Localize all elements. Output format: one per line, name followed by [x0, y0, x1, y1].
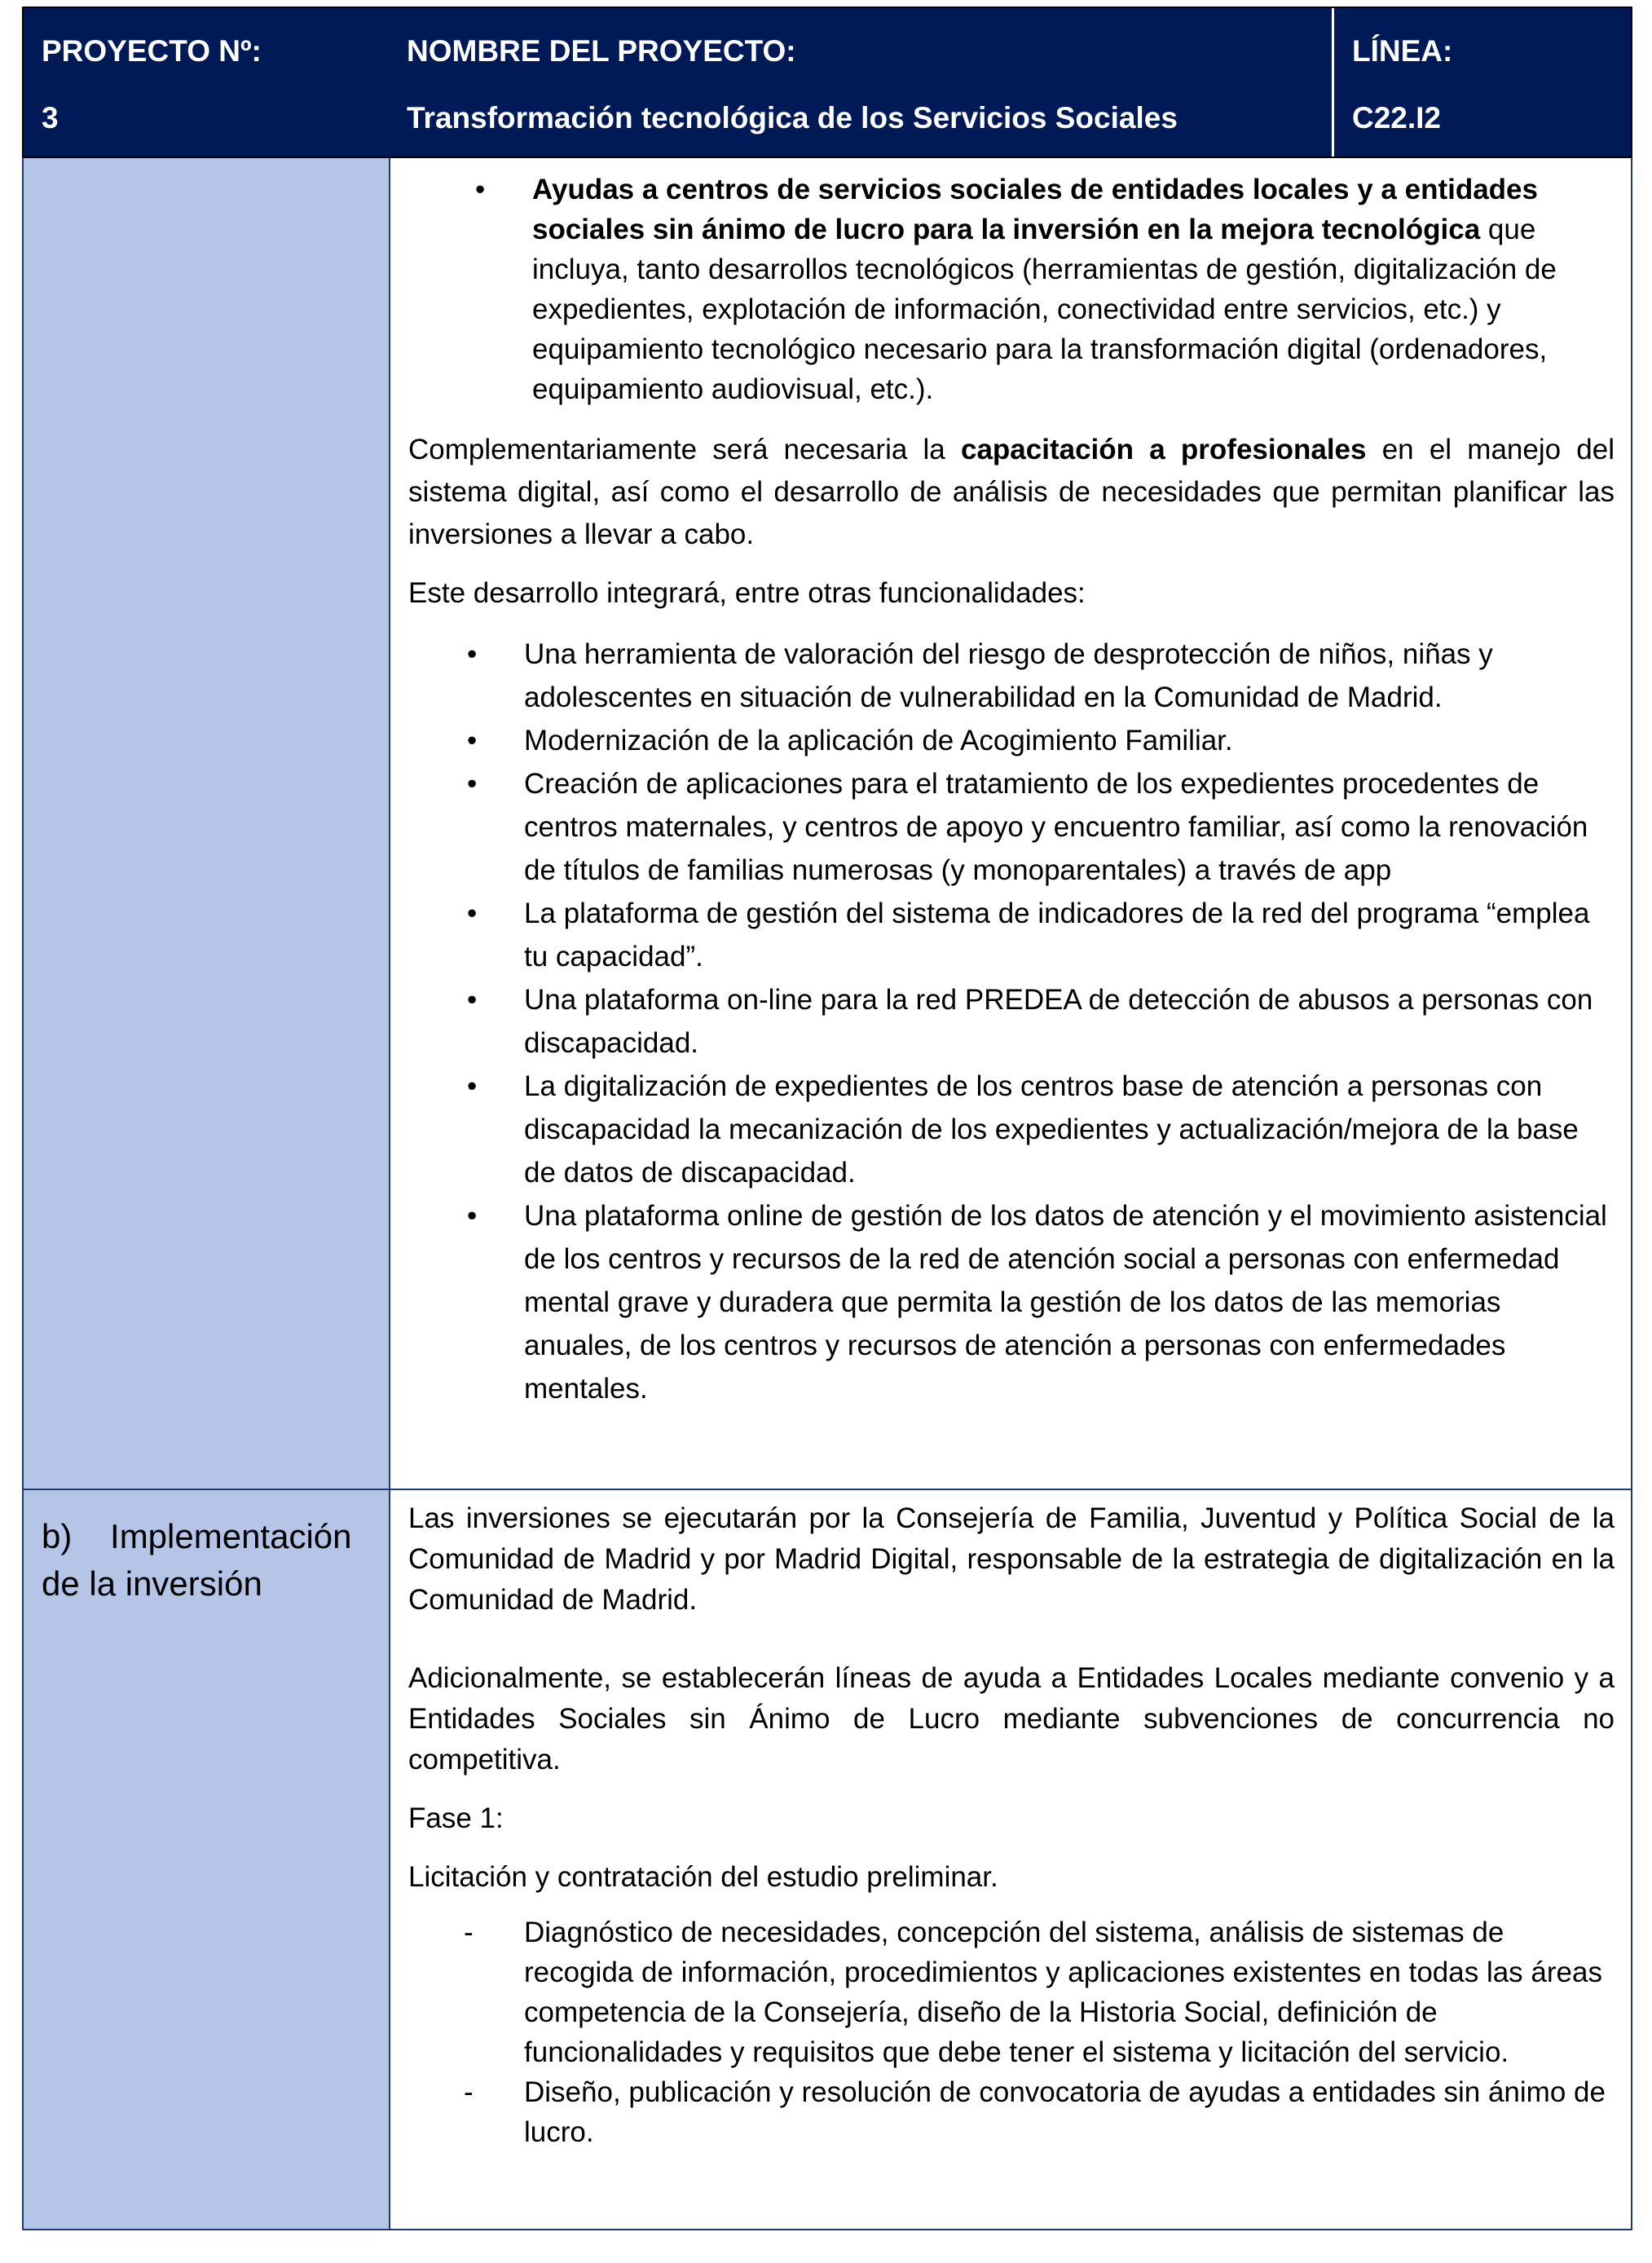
list-item: [408, 2072, 1615, 2152]
bullet-marker: •: [467, 898, 478, 929]
paragraph-aid-lines: Adicionalmente, se establecerán líneas de ayuda a Entidades Locales mediante convenio y a Entidades Sociales sin Ánimo de Lucro mediante subvenciones de concurrencia no competitiva.: [408, 1662, 1615, 1776]
row-label: b) Implementación de la inversión: [42, 1517, 362, 1603]
item-text: Una herramienta de valoración del riesgo de desprotección de niños, niñas y adolescentes en situación de vulnerabilidad en la Comunidad de Madrid.: [524, 638, 1493, 713]
row-label-cell: [24, 158, 390, 1489]
table-row-implementation: [22, 1490, 1632, 2230]
phase-description: Licitación y contratación del estudio preliminar.: [408, 1861, 998, 1893]
functionality-list: [408, 633, 1615, 1410]
bullet-marker: •: [467, 1070, 478, 1102]
project-header: [22, 7, 1632, 158]
phase-task-list: [408, 1912, 1615, 2152]
paragraph-intro: Este desarrollo integrará, entre otras funcionalidades:: [408, 577, 1086, 609]
bullet-marker: •: [467, 638, 478, 670]
list-item: [408, 719, 1615, 762]
item-text: Diseño, publicación y resolución de convocatoria de ayudas a entidades sin ánimo de lucro.: [524, 2076, 1606, 2148]
bold-text: capacitación a profesionales: [960, 434, 1367, 465]
bullet-marker: •: [467, 1200, 478, 1232]
item-text: Diagnóstico de necesidades, concepción del sistema, análisis de sistemas de recogida de información, procedimientos y aplicaciones existentes en todas las áreas competencia de la Consejería, diseño de la Historia Social, definición de funcionalidades y requisitos que debe tener el sistema y licitación del servicio.: [524, 1917, 1602, 2068]
list-item: [408, 978, 1615, 1065]
paragraph-execution: Las inversiones se ejecutarán por la Consejería de Familia, Juventud y Política Social de la Comunidad de Madrid y por Madrid Digital, responsable de la estrategia de digitalización en la Comunidad de Madrid.: [408, 1502, 1615, 1616]
project-number-value: 3: [42, 101, 59, 135]
project-name-label: NOMBRE DEL PROYECTO:: [407, 34, 796, 68]
list-item: [408, 762, 1615, 892]
project-number-label: PROYECTO Nº:: [42, 34, 262, 68]
dash-marker: -: [464, 2076, 474, 2108]
list-item: [408, 633, 1615, 719]
dash-marker: -: [464, 1917, 474, 1948]
project-name-value: Transformación tecnológica de los Servicios Sociales: [407, 101, 1178, 135]
text-run: Complementariamente será necesaria la: [408, 434, 961, 465]
line-label: LÍNEA:: [1352, 34, 1453, 68]
item-text: Una plataforma online de gestión de los datos de atención y el movimiento asistencial de los centros y recursos de la red de atención social a personas con enfermedad mental grave y duradera que permita la gestión de los datos de las memorias anuales, de los centros y recursos de atención a personas con enfermedades mentales.: [524, 1200, 1607, 1405]
header-project-name: [389, 8, 1334, 157]
row-label-cell: [24, 1490, 390, 2229]
list-item: [408, 1065, 1615, 1194]
bullet-marker: •: [475, 174, 486, 205]
table-row-description: [22, 158, 1632, 1490]
list-item: [408, 1194, 1615, 1410]
list-item: [408, 1912, 1615, 2072]
item-text: La plataforma de gestión del sistema de indicadores de la red del programa “emplea tu capacidad”.: [524, 898, 1590, 973]
bullet-marker: •: [467, 984, 478, 1016]
bullet-marker: •: [467, 768, 478, 800]
list-item: [408, 892, 1615, 978]
item-text: Modernización de la aplicación de Acogimiento Familiar.: [524, 725, 1233, 757]
item-text: que incluya, tanto desarrollos tecnológicos (herramientas de gestión, digitalización de expedientes, explotación de información, conectividad entre servicios, etc.) y equipamiento tecnológico necesario para la transformación digital (ordenadores, equipamiento audiovisual, etc.).: [532, 214, 1557, 405]
item-text: Una plataforma on-line para la red PREDEA de detección de abusos a personas con discapacidad.: [524, 984, 1593, 1059]
header-project-number: [24, 8, 389, 157]
header-line: [1334, 8, 1631, 157]
bold-text: Ayudas a centros de servicios sociales de entidades locales y a entidades sociales sin ánimo de lucro para la inversión en la mejora tecnológica: [532, 174, 1538, 245]
top-bullet-list: [408, 170, 1615, 409]
row-content-cell: [390, 1490, 1631, 2229]
text-run: en el manejo del sistema digital, así como el desarrollo de análisis de necesidades que permitan planificar las inversiones a llevar a cabo.: [408, 434, 1615, 550]
list-item: [408, 170, 1615, 409]
line-value: C22.I2: [1352, 101, 1442, 135]
paragraph-training: [408, 429, 1615, 556]
phase-title: Fase 1:: [408, 1802, 504, 1834]
item-text: Creación de aplicaciones para el tratamiento de los expedientes procedentes de centros maternales, y centros de apoyo y encuentro familiar, así como la renovación de títulos de familias numerosas (y monoparentales) a través de app: [524, 768, 1588, 886]
item-text: La digitalización de expedientes de los centros base de atención a personas con discapacidad la mecanización de los expedientes y actualización/mejora de la base de datos de discapacidad.: [524, 1070, 1579, 1189]
bullet-marker: •: [467, 725, 478, 757]
row-content-cell: [390, 158, 1631, 1489]
